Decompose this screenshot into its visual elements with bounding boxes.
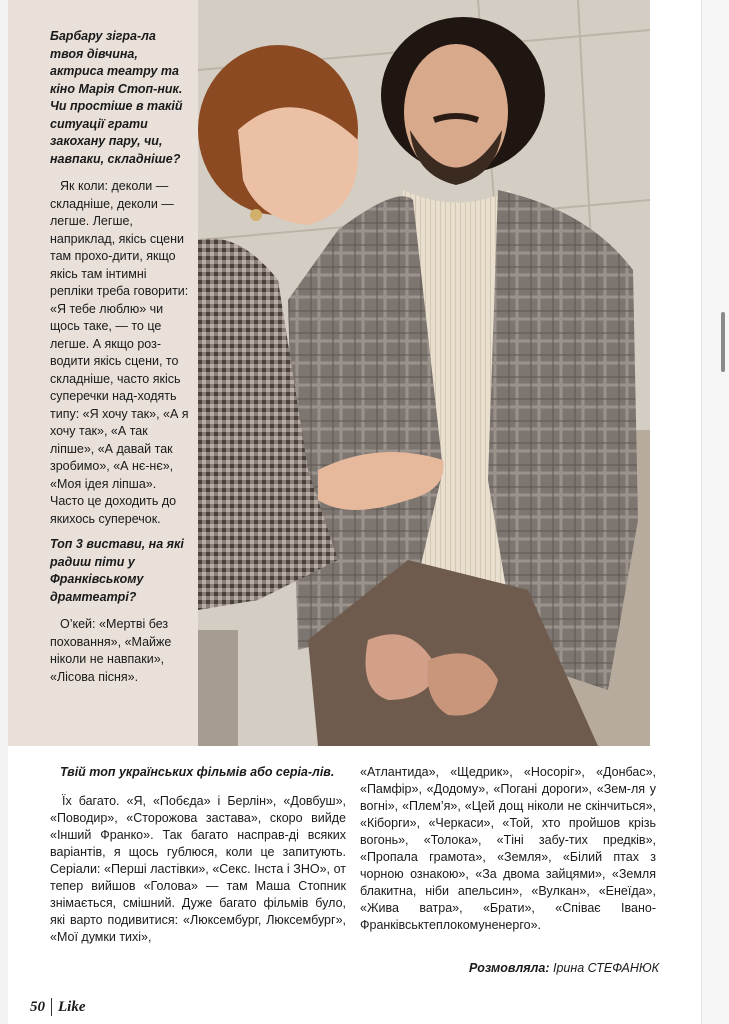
page-margin [652, 0, 702, 1024]
article-column-right [360, 764, 656, 934]
page-number: 50 [30, 998, 45, 1015]
answer-2: О’кей: «Мертві без поховання», «Майже ніколи не навпаки», «Лісова пісня». [50, 617, 172, 684]
footer-divider [51, 998, 52, 1016]
question-3: Твій топ українських фільмів або серіа-лів. [60, 765, 335, 779]
couple-photo [198, 0, 650, 746]
scrollbar-track[interactable] [701, 0, 729, 1024]
byline-author: Ірина СТЕФАНЮК [552, 961, 659, 975]
scrollbar-thumb[interactable] [721, 312, 725, 372]
photo-illustration [198, 0, 650, 746]
byline [469, 961, 659, 975]
page-edge [0, 0, 8, 1024]
question-1: Барбару зігра-ла твоя дівчина, актриса театру та кіно Марія Стоп-ник. Чи простіше в такій ситуації грати закохану пару, чи, навпаки, складніше? [50, 29, 183, 166]
page-footer [30, 997, 86, 1017]
answer-1: Як коли: деколи — складніше, деколи — легше. Легше, наприклад, якісь сцени там прохо-дити, якщо якісь там інтимні репліки треба говорити: «Я тебе люблю» чи щось таке, — то це легше. А якщо роз-водити якісь сцени, то складніше, часто якісь суперечки над-ходять типу: «Я хочу так», «А я хочу так», «А так ліпше», «А давай так зробимо», «А нє-нє», «Моя ідея ліпша». Часто це доходить до якихось суперечок. [50, 179, 189, 526]
magazine-name: Like [58, 998, 86, 1015]
answer-3-part-1: Їх багато. «Я, «Побєда» і Берлін», «Довбуш», «Поводир», «Сторожова застава», скоро вийде «Інший Франко». Так багато насправ-ді всяких варіантів, я щось гублюся, коли це запитують. Серіали: «Перші ластівки», «Секс. Інста і ЗНО», от тепер вийшов «Голова» — там Маша Стопник знімається, смішний. Дуже багато фільмів було, які варто подивитися: «Люксембург, Люксембург», «Мої думки тихі», [50, 794, 346, 944]
question-2: Топ 3 вистави, на які радиш піти у Франківському драмтеатрі? [50, 537, 184, 604]
interview-sidebar [50, 28, 192, 694]
answer-3-part-2: «Атлантида», «Щедрик», «Носоріг», «Донбас», «Памфір», «Додому», «Погані дороги», «Зем-ля у вогні», «Плем’я», «Цей дощ ніколи не скінчиться», «Кіборги», «Черкаси», «Той, хто пройшов крізь вогонь», «Толока», «Тіні забу-тих предків», «Пропала грамота», «Земля», «Білий птах з чорною ознакою», «За двома зайцями», «Земля блакитна, ніби апельсин», «Вулкан», «Енеїда», «Жива ватра», «Брати», «Співає Івано-Франківськтеплокомуненерго». [360, 765, 656, 932]
article-column-left [50, 764, 346, 946]
byline-label: Розмовляла: [469, 961, 550, 975]
